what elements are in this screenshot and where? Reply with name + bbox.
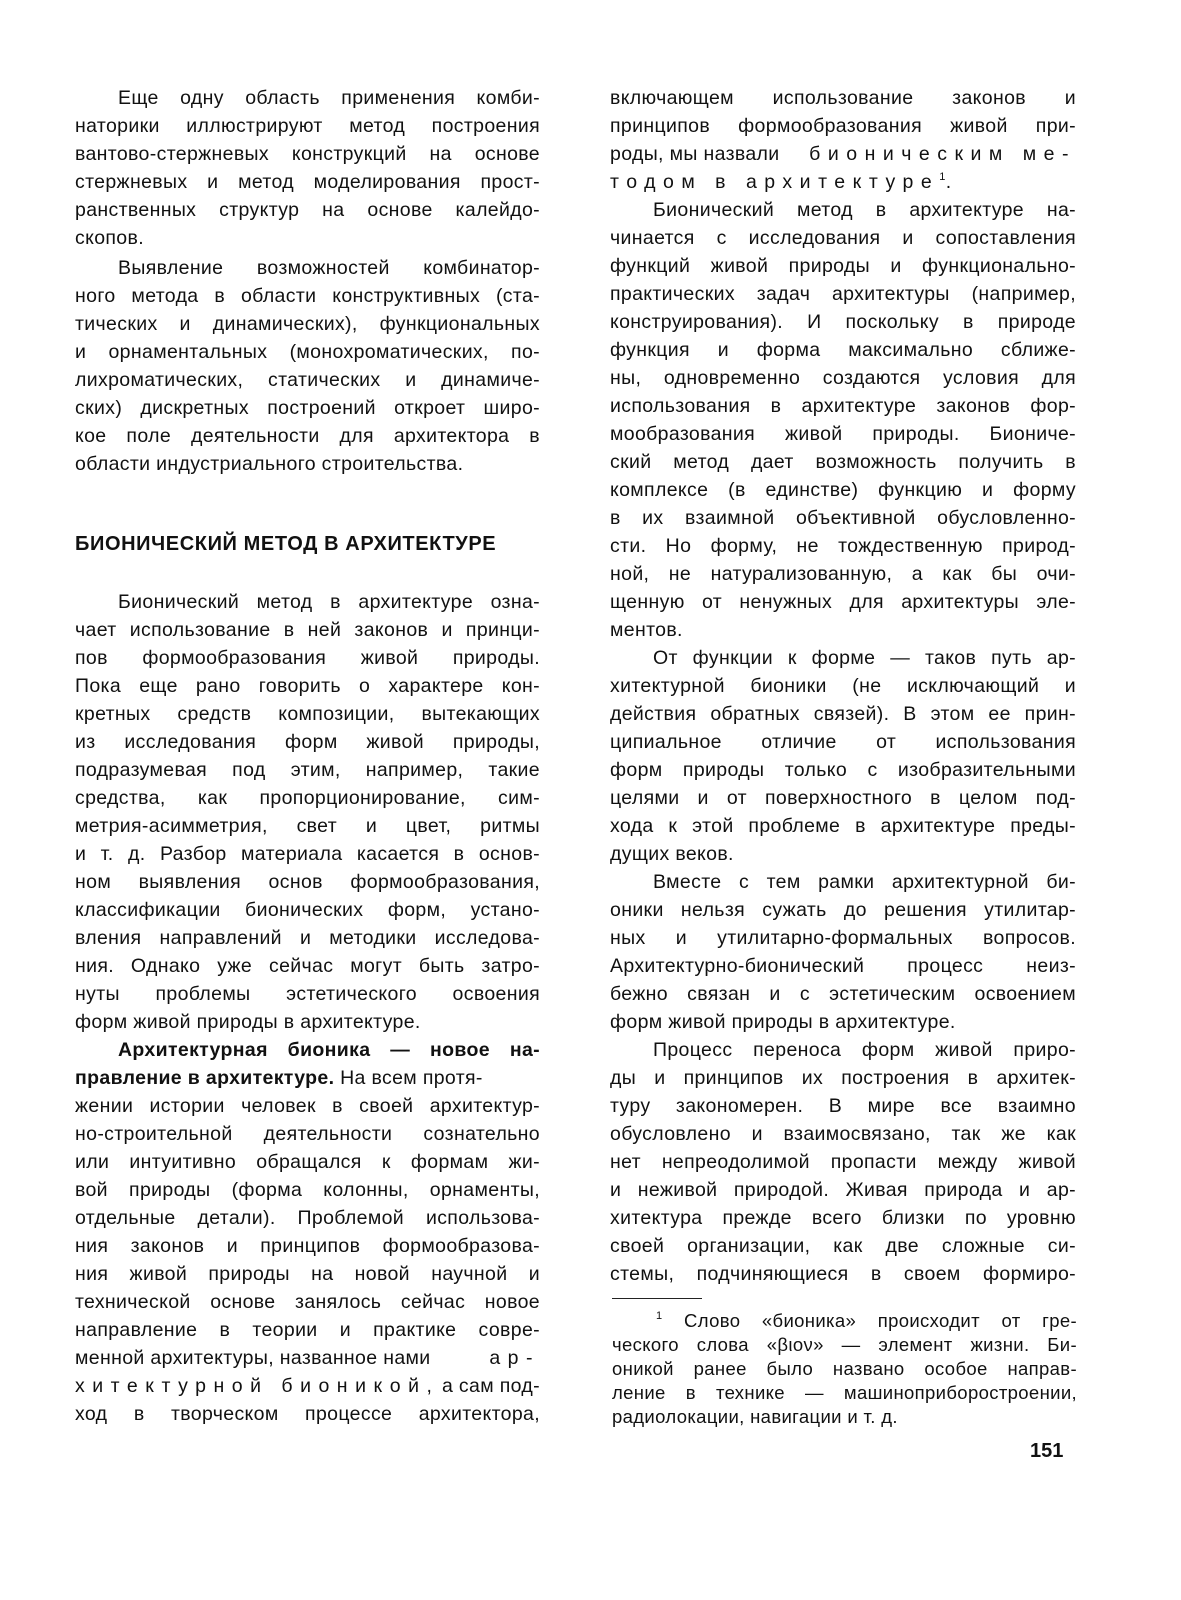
text-line: мообразования живой природы. Биониче- (610, 423, 1076, 445)
text-line: направление в теории и практике совре- (75, 1319, 540, 1341)
spaced-term: тодом в архитектуре (610, 171, 940, 193)
text-line: в их взаимной объективной обусловленно- (610, 507, 1076, 529)
text-run: а сам под- (441, 1375, 540, 1397)
text-line: использования в архитектуре законов фор- (610, 395, 1076, 417)
text-line: метрия-асимметрия, свет и цвет, ритмы (75, 815, 540, 837)
text-line: Пока еще рано говорить о характере кон- (75, 675, 540, 697)
text-line: ной, не натурализованную, а как бы очи- (610, 563, 1076, 585)
text-line: ния законов и принципов формообразова- (75, 1235, 540, 1257)
page-number: 151 (1030, 1440, 1064, 1462)
footnote-rule (612, 1298, 702, 1299)
text-line: комплексе (в единстве) функцию и форму (610, 479, 1076, 501)
footnote-line: ление в технике — машиноприборостроении, (612, 1382, 1077, 1403)
text-line: ранственных структур на основе калейдо- (75, 199, 540, 221)
text-line: жении истории человек в своей архитектур- (75, 1095, 540, 1117)
text-line: ды и принципов их построения в архитек- (610, 1067, 1076, 1089)
text-line: своей организации, как две сложные си- (610, 1235, 1076, 1257)
text-line: вления направлений и методики исследова- (75, 927, 540, 949)
text-line: сти. Но форму, не тождественную природ- (610, 535, 1076, 557)
footnote-marker: 1 (939, 171, 946, 183)
text-line: хитектура прежде всего близки по уровню (610, 1207, 1076, 1229)
text-line: обусловлено и взаимосвязано, так же как (610, 1123, 1076, 1145)
text-line: Выявление возможностей комбинатор- (118, 257, 540, 279)
text-line: хода к этой проблеме в архитектуре преды- (610, 815, 1076, 837)
spaced-term: бионическим ме- (809, 143, 1076, 165)
text-line: ход в творческом процессе архитектора, (75, 1403, 540, 1425)
text-line: и орнаментальных (монохроматических, по- (75, 341, 540, 363)
text-line: ципиальное отличие от использования (610, 731, 1076, 753)
text-line: ного метода в области конструктивных (ста- (75, 285, 540, 307)
text-line: Бионический метод в архитектуре на- (653, 199, 1076, 221)
text-run: менной архитектуры, названное нами (75, 1347, 431, 1369)
text-line: принципов формообразования живой при- (610, 115, 1076, 137)
text-line: конструирования). И поскольку в природе (610, 311, 1076, 333)
text-line: технической основе занялось сейчас новое (75, 1291, 540, 1313)
text-line: наторики иллюстрируют метод построения (75, 115, 540, 137)
text-line: области индустриального строительства. (75, 453, 464, 475)
text-line: из исследования форм живой природы, (75, 731, 540, 753)
text-line: функций живой природы и функционально- (610, 255, 1076, 277)
text-line: дущих веков. (610, 843, 734, 865)
text-line (610, 142, 1076, 166)
text-line: хитектурной бионики (не исключающий и (610, 675, 1076, 697)
text-line: форм живой природы в архитектуре. (610, 1011, 956, 1033)
text-line: или интуитивно обращался к формам жи- (75, 1151, 540, 1173)
text-line: вантово-стержневых конструкций на основе (75, 143, 540, 165)
text-line (610, 170, 952, 194)
text-line: кое поле деятельности для архитектора в (75, 425, 540, 447)
text-line: стемы, подчиняющиеся в своем формиро- (610, 1263, 1076, 1285)
text-line: Еще одну область применения комби- (118, 87, 540, 109)
text-line: ном выявления основ формообразования, (75, 871, 540, 893)
spaced-term: хитектурной бионикой, (75, 1375, 440, 1397)
text-line: практических задач архитектуры (например, (610, 283, 1076, 305)
text-line: Архитектурно-бионический процесс неиз- (610, 955, 1076, 977)
text-line: форм природы только с изобразительными (610, 759, 1076, 781)
text-line (75, 1374, 540, 1398)
text-line: ский метод дает возможность получить в (610, 451, 1076, 473)
footnote-line: оникой ранее было названо особое направ- (612, 1358, 1077, 1379)
text-line: кретных средств композиции, вытекающих (75, 703, 540, 725)
text-line: ния живой природы на новой научной и (75, 1263, 540, 1285)
text-line: форм живой природы в архитектуре. (75, 1011, 421, 1033)
text-line: ментов. (610, 619, 683, 641)
footnote-line: радиолокации, навигации и т. д. (612, 1406, 898, 1427)
text-line: От функции к форме — таков путь ар- (653, 647, 1076, 669)
text-line: тических и динамических), функциональных (75, 313, 540, 335)
text-run: На всем протя- (334, 1067, 483, 1089)
text-line: ния. Однако уже сейчас могут быть затро- (75, 955, 540, 977)
footnote-line: ческого слова «βιον» — элемент жизни. Би- (612, 1334, 1077, 1355)
text-line: вой природы (форма колонны, орнаменты, (75, 1179, 540, 1201)
text-line: целями и от поверхностного в целом под- (610, 787, 1076, 809)
run-in-heading: Архитектурная бионика — новое на- (118, 1039, 540, 1061)
text-line: бежно связан и с эстетическим освоением (610, 983, 1076, 1005)
text-line: функция и форма максимально сближе- (610, 339, 1076, 361)
text-line: и т. д. Разбор материала касается в основ- (75, 843, 540, 865)
text-line: ны, одновременно создаются условия для (610, 367, 1076, 389)
text-run: . (945, 171, 952, 193)
text-line: Процесс переноса форм живой приро- (653, 1039, 1076, 1061)
text-line: чает использование в ней законов и принци- (75, 619, 540, 641)
text-line: скопов. (75, 227, 144, 249)
text-line (75, 1066, 483, 1090)
text-line: оники нельзя сужать до решения утилитар- (610, 899, 1076, 921)
footnote-line (656, 1310, 1077, 1332)
text-line: Бионический метод в архитектуре озна- (118, 591, 540, 613)
text-line: нуты проблемы эстетического освоения (75, 983, 540, 1005)
text-line: классификации бионических форм, устано- (75, 899, 540, 921)
text-line: стержневых и метод моделирования прост- (75, 171, 540, 193)
text-run: роды, мы назвали (610, 143, 780, 165)
text-line: щенную от ненужных для архитектуры эле- (610, 591, 1076, 613)
text-line: ных и утилитарно-формальных вопросов. (610, 927, 1076, 949)
text-line: ских) дискретных построений откроет широ- (75, 397, 540, 419)
text-line: нет непреодолимой пропасти между живой (610, 1151, 1076, 1173)
text-line: лихроматических, статических и динамиче- (75, 369, 540, 391)
spaced-term: ар- (489, 1347, 540, 1369)
text-run: Слово «бионика» происходит от гре- (684, 1310, 1077, 1331)
text-line: включающем использование законов и (610, 87, 1076, 109)
text-line: средства, как пропорционирование, сим- (75, 787, 540, 809)
section-heading: БИОНИЧЕСКИЙ МЕТОД В АРХИТЕКТУРЕ (75, 533, 497, 555)
text-line: пов формообразования живой природы. (75, 647, 540, 669)
text-line: действия обратных связей). В этом ее прин- (610, 703, 1076, 725)
text-line (75, 1346, 540, 1370)
text-line: но-строительной деятельности сознательно (75, 1123, 540, 1145)
text-line: и неживой природой. Живая природа и ар- (610, 1179, 1076, 1201)
text-line: чинается с исследования и сопоставления (610, 227, 1076, 249)
text-line: туру закономерен. В мире все взаимно (610, 1095, 1076, 1117)
text-line: отдельные детали). Проблемой использова- (75, 1207, 540, 1229)
text-line: Вместе с тем рамки архитектурной би- (653, 871, 1076, 893)
run-in-heading-end: правление в архитектуре. (75, 1067, 335, 1089)
footnote-number: 1 (656, 1310, 663, 1322)
text-line: подразумевая под этим, например, такие (75, 759, 540, 781)
